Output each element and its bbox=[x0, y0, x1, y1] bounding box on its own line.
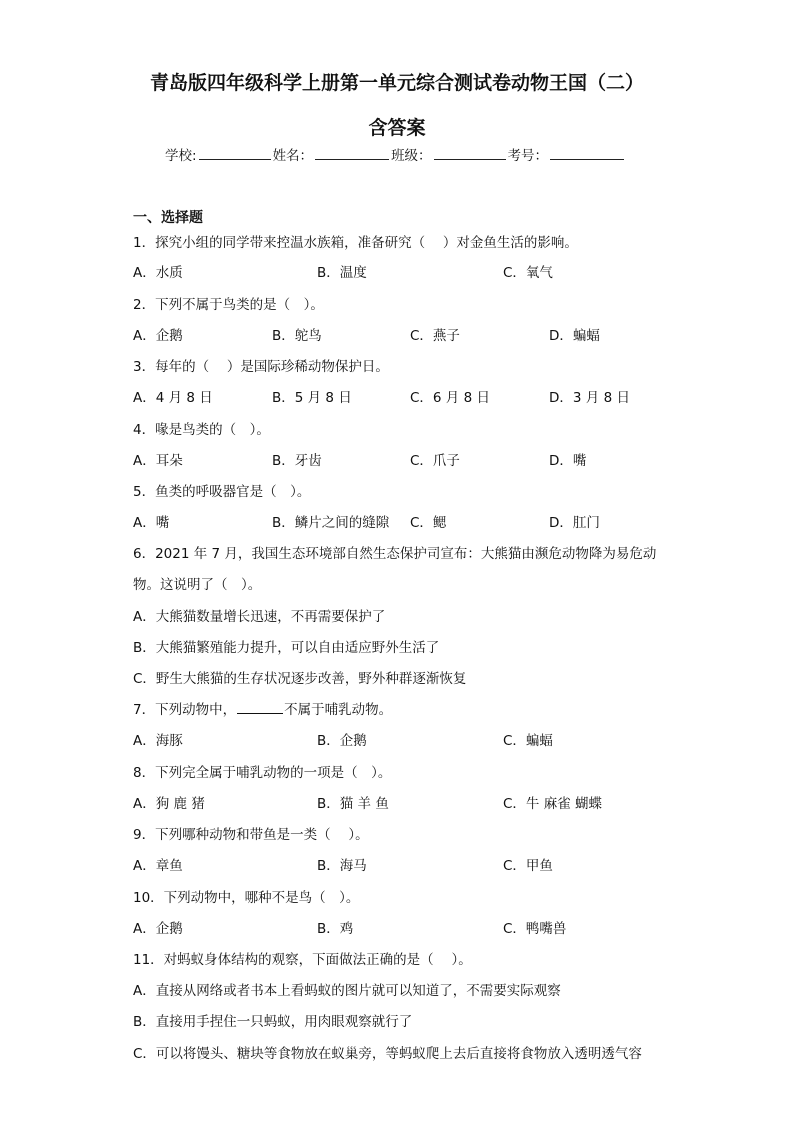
class-blank[interactable] bbox=[434, 145, 506, 160]
question-1-stem: 1．探究小组的同学带来控温水族箱，准备研究（ ）对金鱼生活的影响。 bbox=[133, 235, 578, 251]
question-7-options bbox=[133, 732, 693, 750]
question-10-option-c[interactable]: C．鸭嘴兽 bbox=[503, 921, 567, 937]
question-7-option-b[interactable]: B．企鹅 bbox=[317, 733, 367, 749]
question-11-option-c[interactable]: C．可以将馒头、糖块等食物放在蚁巢旁，等蚂蚁爬上去后直接将食物放入透明透气容 bbox=[133, 1046, 642, 1062]
question-7-answer-blank[interactable] bbox=[237, 701, 283, 714]
question-4-option-b[interactable]: B．牙齿 bbox=[272, 453, 322, 469]
question-1-option-b[interactable]: B．温度 bbox=[317, 265, 367, 281]
question-5-options bbox=[133, 514, 693, 532]
question-9-stem: 9．下列哪种动物和带鱼是一类（ ）。 bbox=[133, 827, 369, 843]
question-2-stem: 2．下列不属于鸟类的是（ ）。 bbox=[133, 297, 324, 313]
question-3-options bbox=[133, 389, 693, 407]
question-7-stem bbox=[133, 701, 392, 719]
question-7-option-a[interactable]: A．海豚 bbox=[133, 733, 183, 749]
page-subtitle: 含答案 bbox=[368, 117, 426, 139]
exam-number-label: 考号： bbox=[507, 148, 549, 164]
question-2-option-c[interactable]: C．燕子 bbox=[410, 328, 460, 344]
question-4-option-d[interactable]: D．嘴 bbox=[549, 453, 587, 469]
school-blank[interactable] bbox=[199, 145, 271, 160]
question-4-option-c[interactable]: C．爪子 bbox=[410, 453, 460, 469]
question-11-option-a[interactable]: A．直接从网络或者书本上看蚂蚁的图片就可以知道了，不需要实际观察 bbox=[133, 983, 561, 999]
section-heading: 一、选择题 bbox=[133, 210, 203, 226]
question-4-option-a[interactable]: A．耳朵 bbox=[133, 453, 183, 469]
exam-number-blank[interactable] bbox=[550, 145, 624, 160]
student-info-line bbox=[165, 144, 626, 164]
question-8-option-a[interactable]: A．狗 鹿 猪 bbox=[133, 796, 205, 812]
question-6-stem-line-2: 物。这说明了（ ）。 bbox=[133, 577, 262, 593]
question-9-options bbox=[133, 857, 693, 875]
name-label: 姓名： bbox=[272, 148, 314, 164]
question-4-options bbox=[133, 452, 693, 470]
question-7-stem-pre: 7．下列动物中， bbox=[133, 702, 237, 718]
question-3-stem: 3．每年的（ ）是国际珍稀动物保护日。 bbox=[133, 359, 389, 375]
question-10-stem: 10．下列动物中，哪种不是鸟（ ）。 bbox=[133, 890, 360, 906]
question-5-option-c[interactable]: C．鳃 bbox=[410, 515, 447, 531]
question-2-option-a[interactable]: A．企鹅 bbox=[133, 328, 183, 344]
question-2-options bbox=[133, 327, 693, 345]
question-1-options bbox=[133, 264, 693, 282]
page-title: 青岛版四年级科学上册第一单元综合测试卷动物王国（二） bbox=[149, 72, 644, 94]
question-9-option-c[interactable]: C．甲鱼 bbox=[503, 858, 553, 874]
question-5-option-a[interactable]: A．嘴 bbox=[133, 515, 170, 531]
school-label: 学校: bbox=[165, 148, 197, 164]
question-4-stem: 4．喙是鸟类的（ ）。 bbox=[133, 422, 270, 438]
class-label: 班级： bbox=[391, 148, 432, 164]
question-3-option-d[interactable]: D．3 月 8 日 bbox=[549, 390, 630, 406]
question-3-option-c[interactable]: C．6 月 8 日 bbox=[410, 390, 490, 406]
question-6-stem-line-1: 6．2021 年 7 月，我国生态环境部自然生态保护司宣布：大熊猫由濒危动物降为易危动 bbox=[133, 546, 657, 562]
question-7-stem-post: 不属于哺乳动物。 bbox=[284, 702, 393, 718]
question-1-option-c[interactable]: C．氧气 bbox=[503, 265, 553, 281]
question-5-option-d[interactable]: D．肛门 bbox=[549, 515, 600, 531]
exam-number-field[interactable] bbox=[508, 144, 627, 164]
question-8-option-c[interactable]: C．牛 麻雀 蝴蝶 bbox=[503, 796, 603, 812]
question-9-option-a[interactable]: A．章鱼 bbox=[133, 858, 183, 874]
school-field[interactable] bbox=[165, 144, 273, 164]
name-field[interactable] bbox=[273, 144, 392, 164]
question-10-option-a[interactable]: A．企鹅 bbox=[133, 921, 183, 937]
question-1-option-a[interactable]: A．水质 bbox=[133, 265, 183, 281]
question-3-option-b[interactable]: B．5 月 8 日 bbox=[272, 390, 352, 406]
class-field[interactable] bbox=[391, 144, 508, 164]
question-3-option-a[interactable]: A．4 月 8 日 bbox=[133, 390, 213, 406]
question-9-option-b[interactable]: B．海马 bbox=[317, 858, 367, 874]
question-11-stem: 11．对蚂蚁身体结构的观察，下面做法正确的是（ ）。 bbox=[133, 952, 472, 968]
question-6-option-c[interactable]: C．野生大熊猫的生存状况逐步改善，野外种群逐渐恢复 bbox=[133, 671, 467, 687]
question-5-stem: 5．鱼类的呼吸器官是（ ）。 bbox=[133, 484, 311, 500]
question-10-options bbox=[133, 920, 693, 938]
question-2-option-d[interactable]: D．蝙蝠 bbox=[549, 328, 600, 344]
question-6-option-b[interactable]: B．大熊猫繁殖能力提升，可以自由适应野外生活了 bbox=[133, 640, 440, 656]
question-10-option-b[interactable]: B．鸡 bbox=[317, 921, 354, 937]
question-8-options bbox=[133, 795, 693, 813]
question-8-option-b[interactable]: B．猫 羊 鱼 bbox=[317, 796, 389, 812]
name-blank[interactable] bbox=[315, 145, 389, 160]
question-11-option-b[interactable]: B．直接用手捏住一只蚂蚁，用肉眼观察就行了 bbox=[133, 1014, 413, 1030]
question-7-option-c[interactable]: C．蝙蝠 bbox=[503, 733, 553, 749]
question-8-stem: 8．下列完全属于哺乳动物的一项是（ ）。 bbox=[133, 765, 392, 781]
question-2-option-b[interactable]: B．鸵鸟 bbox=[272, 328, 322, 344]
question-6-option-a[interactable]: A．大熊猫数量增长迅速，不再需要保护了 bbox=[133, 609, 386, 625]
question-5-option-b[interactable]: B．鳞片之间的缝隙 bbox=[272, 515, 390, 531]
